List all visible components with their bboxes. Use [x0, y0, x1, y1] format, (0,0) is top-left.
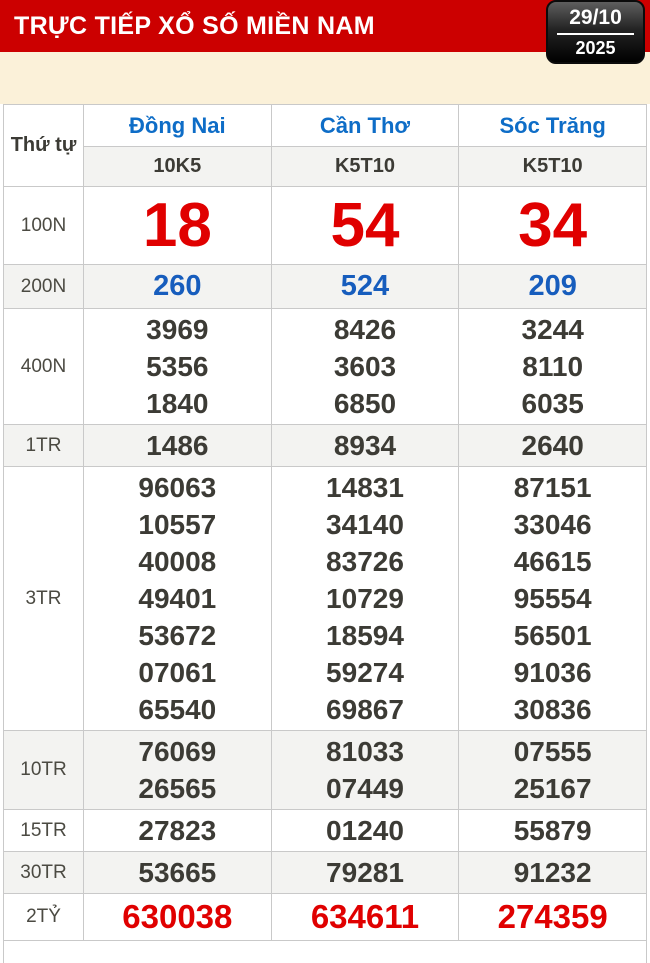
date-day-month: 29/10	[557, 5, 634, 35]
prize-number: 25167	[513, 773, 592, 804]
prize-value-cell	[459, 265, 647, 309]
draw-code-cell: K5T10	[459, 147, 647, 187]
prize-value-cell	[84, 467, 272, 731]
prize-number: 65540	[138, 694, 217, 725]
prize-number: 53672	[138, 620, 217, 651]
prize-number: 33046	[513, 509, 592, 540]
prize-number: 79281	[326, 857, 404, 888]
prize-number: 18594	[326, 620, 404, 651]
prize-value-cell	[84, 852, 272, 894]
prize-value-cell	[271, 810, 459, 852]
prize-value-cell	[84, 894, 272, 941]
prize-value-cell	[459, 894, 647, 941]
prize-number: 40008	[138, 546, 217, 577]
prize-number: 630038	[122, 898, 233, 935]
draw-code-cell: 10K5	[84, 147, 272, 187]
prize-label-cell: 2TỶ	[4, 894, 84, 941]
prize-number: 55879	[513, 815, 592, 846]
prize-number: 524	[340, 270, 390, 302]
header-banner	[0, 0, 650, 58]
prize-value-cell	[459, 187, 647, 265]
prize-number: 8934	[333, 430, 397, 461]
prize-value-cell	[84, 187, 272, 265]
prize-number: 91232	[513, 857, 592, 888]
prize-label-cell: 1TR	[4, 425, 84, 467]
prize-value-cell	[459, 309, 647, 425]
prize-value-cell	[271, 425, 459, 467]
prize-label-cell: 3TR	[4, 467, 84, 731]
prize-number: 3969	[146, 314, 209, 345]
prize-number: 26565	[138, 773, 217, 804]
prize-number: 274359	[497, 898, 608, 935]
prize-label-cell: 400N	[4, 309, 84, 425]
prize-value-cell	[84, 265, 272, 309]
corner-header: Thứ tự	[4, 105, 84, 187]
prize-number: 91036	[513, 657, 592, 688]
prize-number: 34	[518, 191, 588, 260]
prize-number: 209	[528, 270, 577, 302]
prize-number: 87151	[513, 472, 592, 503]
prize-number: 260	[153, 270, 202, 302]
prize-number: 07555	[513, 736, 592, 767]
draw-code-cell: K5T10	[271, 147, 459, 187]
prize-number: 1486	[146, 430, 209, 461]
prize-number: 6035	[521, 388, 584, 419]
prize-number: 59274	[326, 657, 404, 688]
date-year: 2025	[575, 38, 616, 58]
prize-value-cell	[459, 467, 647, 731]
prize-number: 1840	[146, 388, 209, 419]
prize-number: 10729	[326, 583, 404, 614]
prize-value-cell	[271, 309, 459, 425]
prize-value-cell	[84, 810, 272, 852]
prize-value-cell	[459, 425, 647, 467]
prize-value-cell	[84, 731, 272, 810]
prize-number: 95554	[513, 583, 592, 614]
prize-number: 56501	[513, 620, 592, 651]
prize-number: 01240	[326, 815, 404, 846]
prize-number: 49401	[138, 583, 217, 614]
prize-number: 46615	[513, 546, 592, 577]
prize-number: 34140	[326, 509, 404, 540]
prize-number: 53665	[138, 857, 217, 888]
prize-label-cell: 30TR	[4, 852, 84, 894]
results-table-body	[4, 105, 647, 941]
prize-number: 10557	[138, 509, 217, 540]
prize-number: 3244	[521, 314, 584, 345]
province-header-0[interactable]: Đồng Nai	[84, 105, 272, 147]
prize-number: 5356	[146, 351, 209, 382]
prize-value-cell	[84, 425, 272, 467]
results-table	[3, 104, 647, 941]
province-header-2[interactable]: Sóc Trăng	[459, 105, 647, 147]
prize-number: 54	[330, 191, 400, 260]
prize-label-cell: 15TR	[4, 810, 84, 852]
prize-number: 8426	[333, 314, 397, 345]
prize-number: 07061	[138, 657, 217, 688]
prize-number: 3603	[333, 351, 397, 382]
prize-number: 6850	[333, 388, 397, 419]
province-header-1[interactable]: Cần Thơ	[271, 105, 459, 147]
page-title: TRỰC TIẾP XỔ SỐ MIỀN NAM	[14, 11, 375, 40]
prize-label-cell: 100N	[4, 187, 84, 265]
prize-label-cell: 200N	[4, 265, 84, 309]
prize-value-cell	[271, 731, 459, 810]
prize-value-cell	[459, 852, 647, 894]
prize-number: 2640	[521, 430, 584, 461]
prize-number: 96063	[138, 472, 217, 503]
prize-number: 76069	[138, 736, 217, 767]
prize-number: 83726	[326, 546, 404, 577]
prize-value-cell	[271, 265, 459, 309]
prize-number: 81033	[326, 736, 404, 767]
prize-number: 07449	[326, 773, 404, 804]
prize-number: 27823	[138, 815, 217, 846]
prize-label-cell: 10TR	[4, 731, 84, 810]
prize-value-cell	[84, 309, 272, 425]
prize-number: 8110	[522, 351, 584, 382]
prize-value-cell	[271, 187, 459, 265]
prize-number: 18	[142, 191, 212, 260]
prize-value-cell	[271, 852, 459, 894]
date-badge[interactable]	[546, 0, 645, 64]
results-table-wrap	[3, 104, 647, 941]
prize-number: 69867	[326, 694, 404, 725]
prize-number: 30836	[513, 694, 592, 725]
prize-number: 634611	[310, 898, 420, 935]
table-footer	[3, 941, 647, 963]
prize-value-cell	[271, 894, 459, 941]
prize-value-cell	[459, 731, 647, 810]
prize-value-cell	[271, 467, 459, 731]
prize-value-cell	[459, 810, 647, 852]
prize-number: 14831	[326, 472, 404, 503]
